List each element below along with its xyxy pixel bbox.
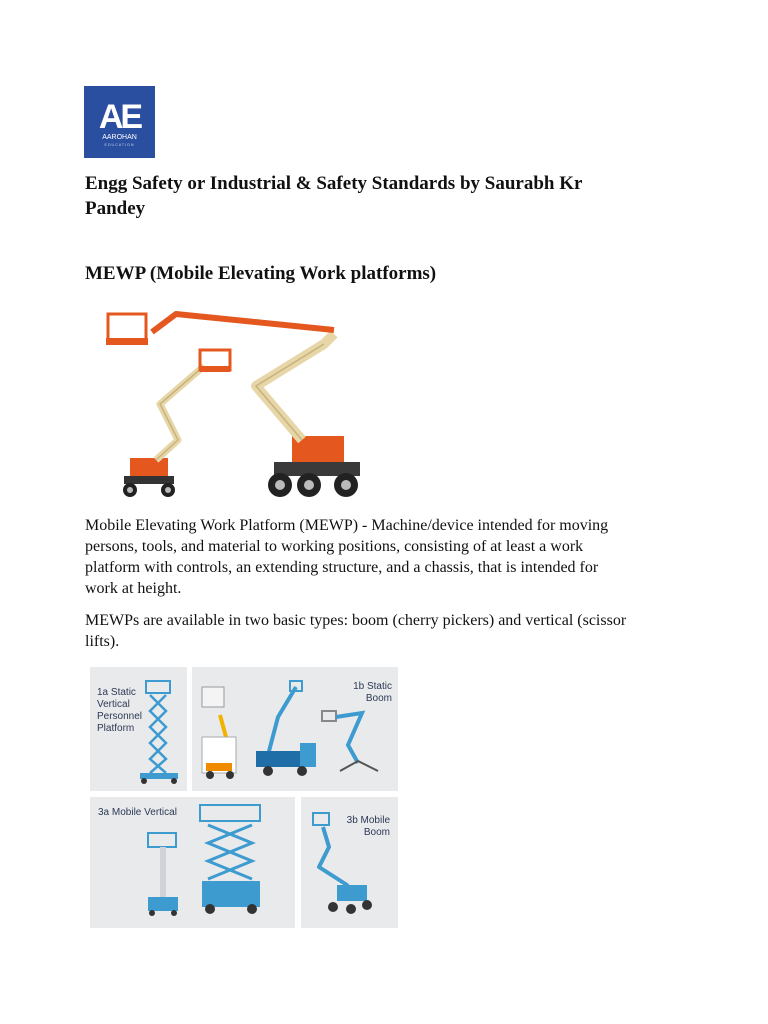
panel-static-boom — [192, 667, 398, 791]
panel-1b-label: 1b Static Boom — [353, 681, 392, 704]
document-title: Engg Safety or Industrial & Safety Standards by Saurabh Kr Pandey — [85, 173, 583, 219]
panel-3a-label: 3a Mobile Vertical — [98, 807, 177, 818]
panel-mobile-vertical — [90, 797, 295, 928]
mewp-definition-paragraph: Mobile Elevating Work Platform (MEWP) - Machine/device intended for moving persons, tools, and material to working positions, consisting of at least a work platform with controls, an extending structure, and a chassis, that is intended for work at height. — [85, 517, 609, 597]
section-heading: MEWP (Mobile Elevating Work platforms) — [85, 263, 437, 284]
logo-mark-text: AE — [98, 98, 141, 136]
logo-mark — [84, 86, 155, 158]
panel-3b-label: 3b Mobile Boom — [346, 815, 390, 838]
logo-tagline: EDUCATION — [104, 143, 135, 147]
logo-name: AAROHAN — [102, 134, 137, 141]
panel-mobile-boom — [301, 797, 398, 928]
mewp-boom-lifts-image — [96, 300, 372, 506]
aarohan-logo — [84, 86, 155, 158]
panel-static-vertical — [90, 667, 187, 791]
panel-1a-label: 1a Static Vertical Personnel Platform — [97, 687, 143, 734]
mewp-types-paragraph: MEWPs are available in two basic types: boom (cherry pickers) and vertical (scissor lifts). — [85, 612, 627, 650]
small-boom-lift — [123, 350, 230, 497]
